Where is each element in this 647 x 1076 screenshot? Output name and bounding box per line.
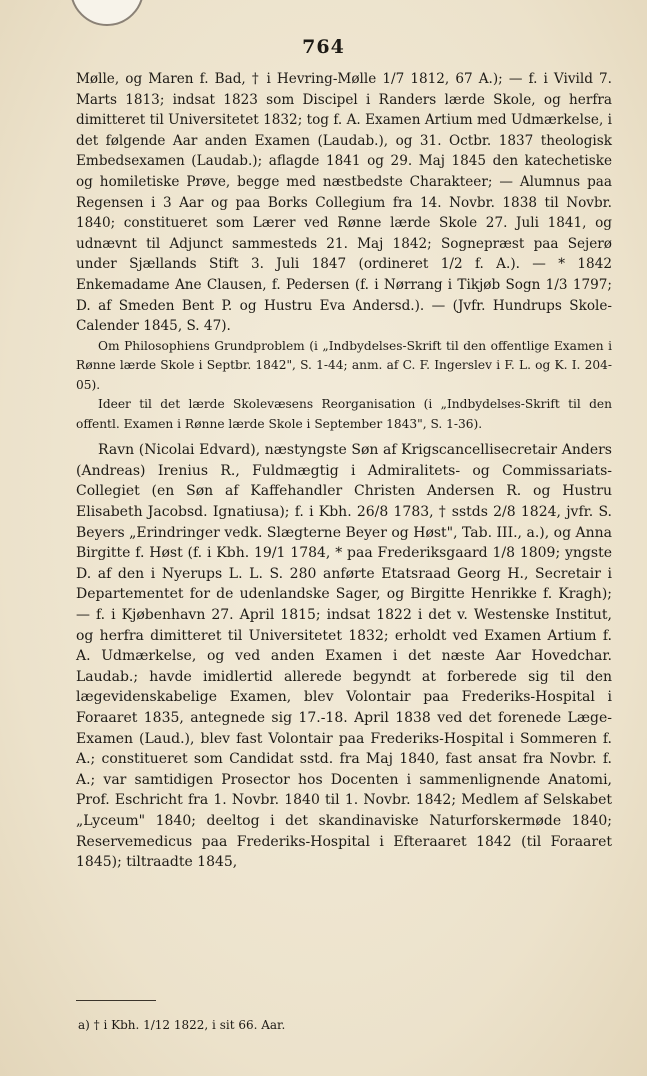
- page-number: 764: [302, 36, 345, 58]
- main-text: [76, 69, 612, 873]
- paragraph-publication-1: Om Philosophiens Grundproblem (i „Indbydelses-Skrift til den offentlige Examen i Rønne lærde Skole i Septbr. 1842", S. 1-44; anm. af C. F. Ingerslev i F. L. og K. I. 204-05).: [76, 338, 612, 392]
- paragraph-publication-2: Ideer til det lærde Skolevæsens Reorganisation (i „Indbydelses-Skrift til den offentl. Examen i Rønne lærde Skole i September 1843", S. 1-36).: [76, 397, 612, 431]
- paragraph-entry-ravn: Ravn (Nicolai Edvard), næstyngste Søn af Krigscancellisecretair Anders (Andreas) Irenius R., Fuldmægtig i Admiralitets- og Commissariats-Collegiet (en Søn af Kaffehandler Christen Andersen R. og Hustru Elisabeth Jacobsd. Ignatiusa); f. i Kbh. 26/8 1783, † sstds 2/8 1824, jvfr. S. Beyers „Erindringer vedk. Slægterne Beyer og Høst", Tab. III., a.), og Anna Birgitte f. Høst (f. i Kbh. 19/1 1784, * paa Frederiksgaard 1/8 1809; yngste D. af den i Nyerups L. L. S. 280 anførte Etatsraad Georg H., Secretair i Departementet for de udenlandske Sager, og Birgitte Henrikke f. Kragh); — f. i Kjøbenhavn 27. April 1815; indsat 1822 i det v. Westenske Institut, og herfra dimitteret til Universitetet 1832; erholdt ved Examen Artium f. A. Udmærkelse, og ved anden Examen i det næste Aar Hovedchar. Laudab.; havde imidlertid allerede begyndt at forberede sig til den lægevidenskabelige Examen, blev Volontair paa Frederiks-Hospital i Foraaret 1835, antegnede sig 17.-18. April 1838 ved det forenede Læge-Examen (Laud.), blev fast Volontair paa Frederiks-Hospital i Sommeren f. A.; constitueret som Candidat sstd. fra Maj 1840, fast ansat fra Novbr. f. A.; var samtidigen Prosector hos Docenten i sammenlignende Anatomi, Prof. Eschricht fra 1. Novbr. 1840 til 1. Novbr. 1842; Medlem af Selskabet „Lyceum" 1840; deeltog i det skandinaviske Naturforskermøde 1840; Reservemedicus paa Frederiks-Hospital i Efteraaret 1842 (til Foraaret 1845); tiltraadte 1845,: [76, 442, 612, 871]
- footnote: a) † i Kbh. 1/12 1822, i sit 66. Aar.: [78, 1018, 286, 1032]
- footnote-rule: [76, 1000, 156, 1001]
- page-corner-mark: [70, 0, 144, 26]
- paragraph-entry-continuation: Mølle, og Maren f. Bad, † i Hevring-Mølle 1/7 1812, 67 A.); — f. i Vivild 7. Marts 1813; indsat 1823 som Discipel i Randers lærde Skole, og herfra dimitteret til Universitetet 1832; tog f. A. Examen Artium med Udmærkelse, i det følgende Aar anden Examen (Laudab.), og 31. Octbr. 1837 theologisk Embedsexamen (Laudab.); aflagde 1841 og 29. Maj 1845 den katechetiske og homiletiske Prøve, begge med næstbedste Charakteer; — Alumnus paa Regensen i 3 Aar og paa Borks Collegium fra 14. Novbr. 1838 til Novbr. 1840; constitueret som Lærer ved Rønne lærde Skole 27. Juli 1841, og udnævnt til Adjunct sammesteds 21. Maj 1842; Sognepræst paa Sejerø under Sjællands Stift 3. Juli 1847 (ordineret 1/2 f. A.). — * 1842 Enkemadame Ane Clausen, f. Pedersen (f. i Nørrang i Tikjøb Sogn 1/3 1797; D. af Smeden Bent P. og Hustru Eva Andersd.). — (Jvfr. Hundrups Skole-Calender 1845, S. 47).: [76, 71, 612, 335]
